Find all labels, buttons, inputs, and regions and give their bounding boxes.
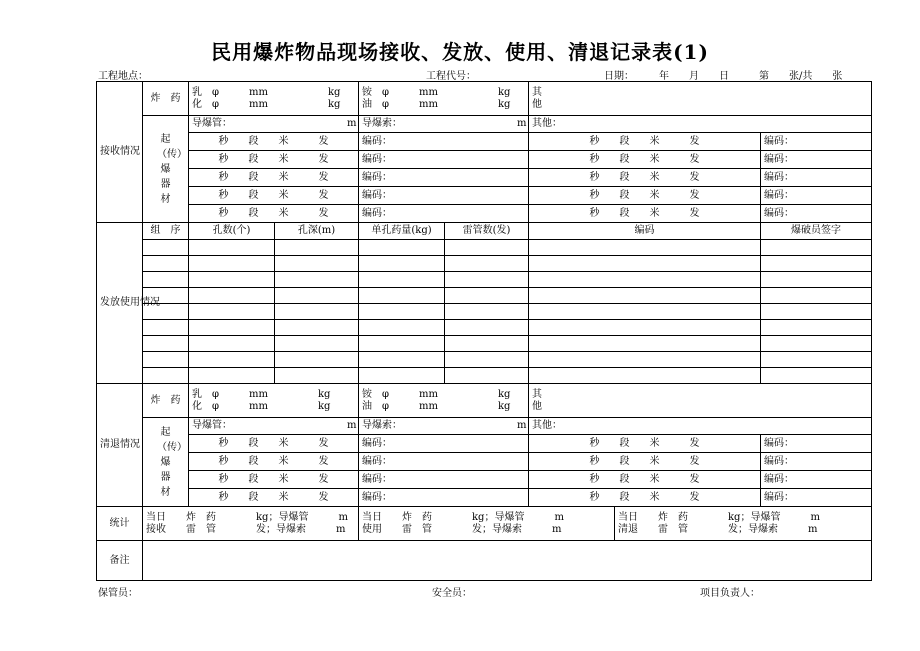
column-header-charge: 单孔药量(kg) <box>359 223 445 240</box>
seg-cell: 秒 段 米 发 <box>189 133 359 151</box>
code-cell: 编码： <box>761 187 872 205</box>
table-row <box>97 256 872 272</box>
issue-cell[interactable] <box>359 336 445 352</box>
table-row <box>97 272 872 288</box>
issue-cell[interactable] <box>445 288 529 304</box>
seg-cell: 秒 段 米 发 <box>529 169 761 187</box>
receive-cord-cell: 导爆索： m <box>359 116 529 133</box>
issue-cell[interactable] <box>143 256 189 272</box>
column-header-code: 编码 <box>529 223 761 240</box>
receive-fuse-row <box>97 116 872 133</box>
code-cell: 编码： <box>761 205 872 223</box>
issue-cell[interactable] <box>529 368 761 384</box>
receive-seg-row <box>97 169 872 187</box>
issue-cell[interactable] <box>275 304 359 320</box>
issue-cell[interactable] <box>445 368 529 384</box>
code-cell: 编码： <box>761 489 872 507</box>
seg-cell: 秒 段 米 发 <box>189 205 359 223</box>
receive-emulsion-cell: 乳 φ mm kg 化 φ mm kg <box>189 82 359 116</box>
issue-cell[interactable] <box>275 272 359 288</box>
receive-seg-row <box>97 205 872 223</box>
issue-cell[interactable] <box>359 256 445 272</box>
receive-fuse-cell: 导爆管： m <box>189 116 359 133</box>
issue-cell[interactable] <box>143 272 189 288</box>
issue-cell[interactable] <box>761 352 872 368</box>
issue-cell[interactable] <box>761 240 872 256</box>
table-row <box>97 320 872 336</box>
issue-cell[interactable] <box>529 304 761 320</box>
return-seg-row <box>97 435 872 453</box>
column-header-detonators: 雷管数(发) <box>445 223 529 240</box>
seg-cell: 秒 段 米 发 <box>529 489 761 507</box>
issue-cell[interactable] <box>359 320 445 336</box>
issue-cell[interactable] <box>359 304 445 320</box>
receive-seg-row <box>97 133 872 151</box>
seg-cell: 秒 段 米 发 <box>529 471 761 489</box>
issue-cell[interactable] <box>189 368 275 384</box>
issue-header-row <box>97 223 872 240</box>
receive-other-cell: 其 他 <box>529 82 872 116</box>
receive-section-label: 接收情况 <box>97 82 143 223</box>
column-header-group: 组 序 <box>143 223 189 240</box>
remarks-label: 备注 <box>97 541 143 581</box>
code-cell: 编码： <box>761 151 872 169</box>
table-row <box>97 304 872 320</box>
code-cell: 编码： <box>359 489 529 507</box>
project-code-label: 工程代号： <box>426 71 476 82</box>
return-seg-row <box>97 489 872 507</box>
seg-cell: 秒 段 米 发 <box>189 453 359 471</box>
remarks-row <box>97 541 872 581</box>
keeper-label: 保管员： <box>98 588 138 599</box>
code-cell: 编码： <box>359 435 529 453</box>
issue-cell[interactable] <box>189 256 275 272</box>
issue-cell[interactable] <box>143 352 189 368</box>
stats-return-cell: 当日 炸 药 kg；导爆管 m 清退 雷 管 发；导爆索 m <box>615 507 872 541</box>
issue-cell[interactable] <box>189 272 275 288</box>
receive-detonator-label: 起（传）爆器材 <box>143 116 189 223</box>
seg-cell: 秒 段 米 发 <box>189 169 359 187</box>
stats-row <box>97 507 872 541</box>
return-fuse-row <box>97 418 872 435</box>
return-anfo-cell: 铵 φ mm kg 油 φ mm kg <box>359 384 529 418</box>
issue-cell[interactable] <box>275 368 359 384</box>
issue-cell[interactable] <box>529 240 761 256</box>
issue-cell[interactable] <box>761 368 872 384</box>
return-other-cell: 其 他 <box>529 384 872 418</box>
issue-cell[interactable] <box>275 240 359 256</box>
issue-cell[interactable] <box>761 272 872 288</box>
return-other2-cell: 其他： <box>529 418 872 435</box>
issue-cell[interactable] <box>143 240 189 256</box>
issue-cell[interactable] <box>761 304 872 320</box>
return-section-label: 清退情况 <box>97 384 143 507</box>
issue-cell[interactable] <box>529 336 761 352</box>
return-fuse-cell: 导爆管： m <box>189 418 359 435</box>
return-seg-row <box>97 453 872 471</box>
issue-cell[interactable] <box>275 336 359 352</box>
issue-cell[interactable] <box>529 352 761 368</box>
issue-cell[interactable] <box>189 304 275 320</box>
code-cell: 编码： <box>359 169 529 187</box>
seg-cell: 秒 段 米 发 <box>189 471 359 489</box>
issue-cell[interactable] <box>445 240 529 256</box>
receive-seg-row <box>97 151 872 169</box>
seg-cell: 秒 段 米 发 <box>189 489 359 507</box>
seg-cell: 秒 段 米 发 <box>529 133 761 151</box>
seg-cell: 秒 段 米 发 <box>529 151 761 169</box>
seg-cell: 秒 段 米 发 <box>189 435 359 453</box>
issue-cell[interactable] <box>143 320 189 336</box>
receive-other2-cell: 其他： <box>529 116 872 133</box>
issue-cell[interactable] <box>359 368 445 384</box>
seg-cell: 秒 段 米 发 <box>529 435 761 453</box>
issue-cell[interactable] <box>445 304 529 320</box>
code-cell: 编码： <box>359 471 529 489</box>
code-cell: 编码： <box>359 133 529 151</box>
receive-explosive-row <box>97 82 872 116</box>
issue-cell[interactable] <box>761 288 872 304</box>
table-row <box>97 336 872 352</box>
receive-explosive-label: 炸 药 <box>143 82 189 116</box>
table-row <box>97 368 872 384</box>
return-detonator-label: 起（传）爆器材 <box>143 418 189 507</box>
issue-cell[interactable] <box>359 240 445 256</box>
remarks-field[interactable] <box>143 541 872 581</box>
issue-cell[interactable] <box>445 320 529 336</box>
return-emulsion-cell: 乳 φ mm kg 化 φ mm kg <box>189 384 359 418</box>
record-table <box>96 81 872 581</box>
return-explosive-row <box>97 384 872 418</box>
issue-cell[interactable] <box>189 320 275 336</box>
table-row <box>97 240 872 256</box>
receive-anfo-cell: 铵 φ mm kg 油 φ mm kg <box>359 82 529 116</box>
code-cell: 编码： <box>761 133 872 151</box>
safety-officer-label: 安全员： <box>432 588 472 599</box>
seg-cell: 秒 段 米 发 <box>189 187 359 205</box>
issue-cell[interactable] <box>761 256 872 272</box>
form-title: 民用爆炸物品现场接收、发放、使用、清退记录表(1) <box>211 40 709 64</box>
issue-cell[interactable] <box>189 352 275 368</box>
receive-seg-row <box>97 187 872 205</box>
stats-use-cell: 当日 炸 药 kg；导爆管 m 使用 雷 管 发；导爆索 m <box>359 507 615 541</box>
issue-cell[interactable] <box>189 288 275 304</box>
issue-cell[interactable] <box>275 352 359 368</box>
date-page-label: 日期： 年 月 日 第 张/共 张 <box>604 71 843 82</box>
seg-cell: 秒 段 米 发 <box>529 453 761 471</box>
column-header-holes: 孔数(个) <box>189 223 275 240</box>
issue-cell[interactable] <box>275 288 359 304</box>
issue-cell[interactable] <box>529 288 761 304</box>
site-label: 工程地点： <box>98 71 148 82</box>
stats-label: 统计 <box>97 507 143 541</box>
code-cell: 编码： <box>761 169 872 187</box>
code-cell: 编码： <box>761 471 872 489</box>
issue-cell[interactable] <box>359 352 445 368</box>
issue-cell[interactable] <box>529 256 761 272</box>
return-cord-cell: 导爆索： m <box>359 418 529 435</box>
seg-cell: 秒 段 米 发 <box>529 187 761 205</box>
issue-section-label: 发放使用情况 <box>97 223 143 384</box>
issue-cell[interactable] <box>445 272 529 288</box>
seg-cell: 秒 段 米 发 <box>529 205 761 223</box>
issue-cell[interactable] <box>275 320 359 336</box>
issue-cell[interactable] <box>189 240 275 256</box>
issue-cell[interactable] <box>761 336 872 352</box>
issue-cell[interactable] <box>189 336 275 352</box>
code-cell: 编码： <box>761 435 872 453</box>
issue-cell[interactable] <box>445 256 529 272</box>
project-manager-label: 项目负责人： <box>700 588 760 599</box>
issue-cell[interactable] <box>143 368 189 384</box>
issue-cell[interactable] <box>359 272 445 288</box>
code-cell: 编码： <box>359 187 529 205</box>
issue-cell[interactable] <box>529 320 761 336</box>
code-cell: 编码： <box>359 453 529 471</box>
issue-cell[interactable] <box>445 352 529 368</box>
table-row <box>97 352 872 368</box>
seg-cell: 秒 段 米 发 <box>189 151 359 169</box>
column-header-depth: 孔深(m) <box>275 223 359 240</box>
table-row <box>97 288 872 304</box>
return-explosive-label: 炸 药 <box>143 384 189 418</box>
column-header-signature: 爆破员签字 <box>761 223 872 240</box>
issue-cell[interactable] <box>761 320 872 336</box>
issue-cell[interactable] <box>143 336 189 352</box>
stats-receive-cell: 当日 炸 药 kg；导爆管 m 接收 雷 管 发；导爆索 m <box>143 507 359 541</box>
issue-cell[interactable] <box>359 288 445 304</box>
issue-cell[interactable] <box>445 336 529 352</box>
issue-cell[interactable] <box>529 272 761 288</box>
return-seg-row <box>97 471 872 489</box>
code-cell: 编码： <box>761 453 872 471</box>
issue-cell[interactable] <box>275 256 359 272</box>
code-cell: 编码： <box>359 151 529 169</box>
code-cell: 编码： <box>359 205 529 223</box>
